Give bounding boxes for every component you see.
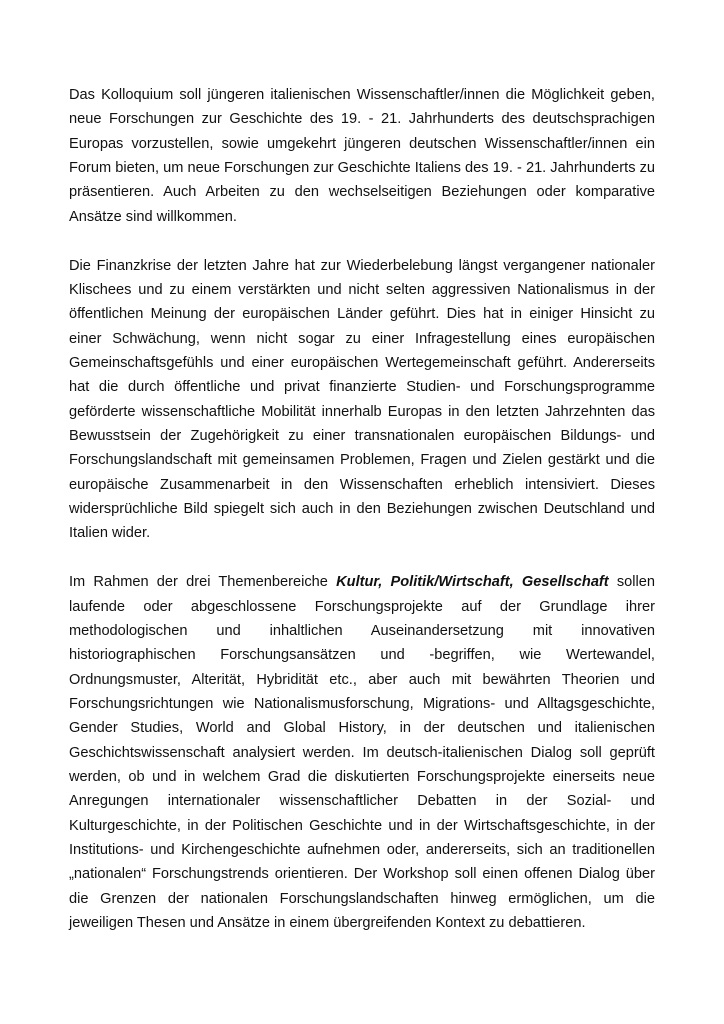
themes-body-text: sollen laufende oder abgeschlossene Forschungsprojekte auf der Grundlage ihrer methodologischen und inhaltlichen Auseinandersetzung mit innovativen historiographischen Forschungsansätzen und -begriffen, wie Wertewandel, Ordnungsmuster, Alterität, Hybridität etc., aber auch mit bewährten Theorien und Forschungsrichtungen wie Nationalismusforschung, Migrations- und Alltagsgeschichte, Gender Studies, World and Global History, in der deutschen und italienischen Geschichtswissenschaft analysiert werden. Im deutsch-italienischen Dialog soll geprüft werden, ob und in welchem Grad die diskutierten Forschungsprojekte einerseits neue Anregungen internationaler wissenschaftlicher Debatten in der Sozial- und Kulturgeschichte, in der Politischen Geschichte und in der Wirtschaftsgeschichte, in der Institutions- und Kirchengeschichte aufnehmen oder, andererseits, sich an traditionellen „nationalen“ Forschungstrends orientieren. Der Workshop soll einen offenen Dialog über die Grenzen der nationalen Forschungslandschaften hinweg ermöglichen, um die jeweiligen Thesen und Ansätze in einem übergreifenden Kontext zu debattieren. (69, 574, 655, 931)
document-body (69, 83, 655, 935)
paragraph-research-themes (69, 570, 655, 935)
paragraph-colloquium-purpose: Das Kolloquium soll jüngeren italienischen Wissenschaftler/innen die Möglichkeit geben, neue Forschungen zur Geschichte des 19. - 21. Jahrhunderts des deutschsprachigen Europas vorzustellen, sowie umgekehrt jüngeren deutschen Wissenschaftler/innen ein Forum bieten, um neue Forschungen zur Geschichte Italiens des 19. - 21. Jahrhunderts zu präsentieren. Auch Arbeiten zu den wechselseitigen Beziehungen oder komparative Ansätze sind willkommen. (69, 87, 655, 225)
paragraph-financial-crisis-context: Die Finanzkrise der letzten Jahre hat zur Wiederbelebung längst vergangener nationaler Klischees und zu einem verstärkten und nicht selten aggressiven Nationalismus in der öffentlichen Meinung der europäischen Länder geführt. Dies hat in einiger Hinsicht zu einer Schwächung, wenn nicht sogar zu einer Infragestellung eines europäischen Gemeinschaftsgefühls und einer europäischen Wertegemeinschaft geführt. Andererseits hat die durch öffentliche und privat finanzierte Studien- und Forschungsprogramme geförderte wissenschaftliche Mobilität innerhalb Europas in den letzten Jahrzehnten das Bewusstsein der Zugehörigkeit zu einer transnationalen europäischen Bildungs- und Forschungslandschaft mit gemeinsamen Problemen, Fragen und Zielen gestärkt und die europäische Zusammenarbeit in den Wissenschaften erheblich intensiviert. Dieses widersprüchliche Bild spiegelt sich auch in den Beziehungen zwischen Deutschland und Italien wider. (69, 257, 655, 542)
themes-highlight: Kultur, Politik/Wirtschaft, Gesellschaft (336, 574, 609, 591)
themes-intro-text: Im Rahmen der drei Themenbereiche (69, 574, 337, 591)
